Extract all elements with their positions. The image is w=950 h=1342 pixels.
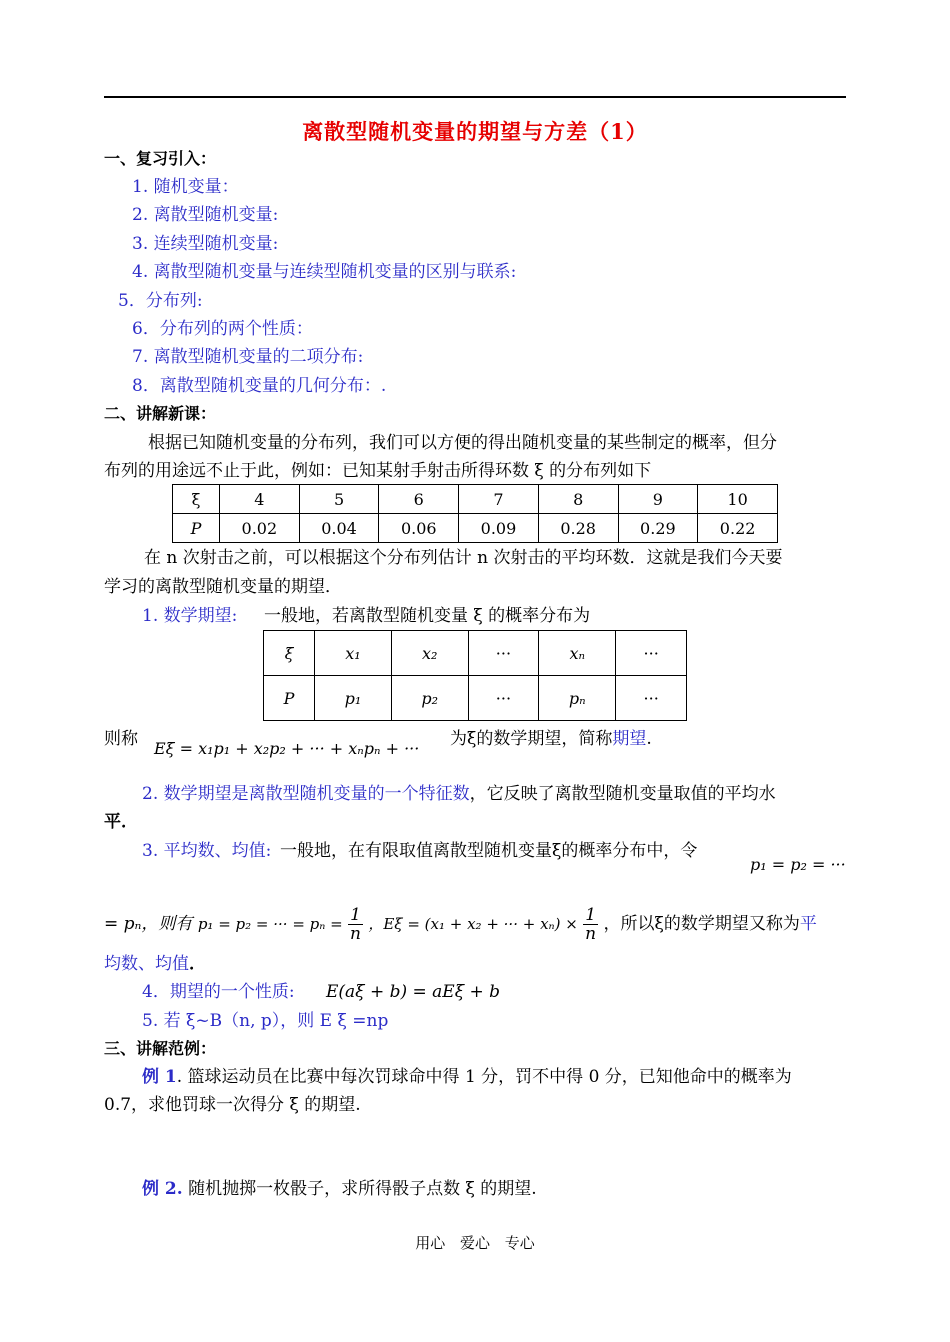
review-item-8: 8．离散型随机变量的几何分布：. bbox=[132, 376, 387, 396]
table-cell: 0.02 bbox=[220, 514, 300, 543]
para1-line1: 根据已知随机变量的分布列，我们可以方便的得出随机变量的某些制定的概率，但分 bbox=[148, 433, 777, 453]
table-cell: ··· bbox=[616, 631, 687, 676]
section2-heading: 二、讲解新课： bbox=[104, 404, 217, 423]
review-item-2: 2. 离散型随机变量: bbox=[132, 205, 279, 225]
review-item-5: 5．分布列: bbox=[118, 291, 203, 311]
example1-line1: 例 1. 篮球运动员在比赛中每次罚球命中得 1 分，罚不中得 0 分，已知他命中的概率为 bbox=[142, 1067, 792, 1087]
table-cell: ··· bbox=[468, 676, 539, 721]
table-cell: 4 bbox=[220, 485, 300, 514]
table-cell: p₂ bbox=[391, 676, 468, 721]
table-row bbox=[264, 676, 687, 721]
point2-line2: 平． bbox=[104, 812, 138, 832]
table-cell: 7 bbox=[459, 485, 539, 514]
table-cell: 0.22 bbox=[698, 514, 778, 543]
expectation-formula: Eξ = x₁p₁ + x₂p₂ + ··· + xₙpₙ + ··· bbox=[154, 739, 420, 758]
para2-line1: 在 n 次射击之前，可以根据这个分布列估计 n 次射击的平均环数．这就是我们今天要 bbox=[144, 548, 783, 568]
point3-line3: 均数、均值． bbox=[104, 954, 206, 974]
table-cell: p₁ bbox=[315, 676, 392, 721]
as-text: 为ξ的数学期望，简称期望. bbox=[450, 729, 652, 749]
page-footer: 用心 爱心 专心 bbox=[415, 1234, 535, 1252]
table-cell: 0.28 bbox=[538, 514, 618, 543]
point3-text: 一般地，在有限取值离散型随机变量ξ的概率分布中，令 bbox=[280, 841, 698, 861]
review-item-6: 6．分布列的两个性质： bbox=[132, 319, 313, 339]
general-distribution-table bbox=[263, 630, 687, 721]
point2-line1: 2. 数学期望是离散型随机变量的一个特征数，它反映了离散型随机变量取值的平均水 bbox=[142, 784, 776, 804]
point5: 5. 若 ξ~B（n, p），则 E ξ =np bbox=[142, 1011, 389, 1031]
point4-formula: E(aξ + b) = aEξ + b bbox=[326, 982, 501, 1002]
table-cell: 0.06 bbox=[379, 514, 459, 543]
table-cell: x₁ bbox=[315, 631, 392, 676]
point3-line2: = pₙ，则有 p₁ = p₂ = ··· = pₙ = $\frac{1}{n}$ ，Eξ = (x₁ + x₂ + ··· + xₙ) × $\frac{1}{n}$ ，所以ξ的数学期望又称为平 bbox=[104, 905, 817, 944]
review-item-7: 7. 离散型随机变量的二项分布: bbox=[132, 347, 364, 367]
table-cell: 0.29 bbox=[618, 514, 698, 543]
table-cell: ··· bbox=[616, 676, 687, 721]
feature-number-term: 特征数 bbox=[418, 784, 470, 804]
example2-label: 例 2. bbox=[142, 1179, 183, 1199]
table-cell: pₙ bbox=[539, 676, 616, 721]
point3-label: 3. 平均数、均值: bbox=[142, 841, 272, 861]
review-item-3: 3. 连续型随机变量: bbox=[132, 234, 279, 254]
fraction-one-over-n: $\frac{1}{n}$ bbox=[585, 905, 597, 944]
table-cell: 0.09 bbox=[459, 514, 539, 543]
table-cell: ··· bbox=[468, 631, 539, 676]
page-title: 离散型随机变量的期望与方差（1） bbox=[302, 119, 648, 144]
table-cell: 5 bbox=[299, 485, 379, 514]
table-cell: P bbox=[173, 514, 220, 543]
section1-heading: 一、复习引入： bbox=[104, 149, 217, 168]
def1-label: 1. 数学期望: bbox=[142, 606, 238, 626]
point3-formula-tail: p₁ = p₂ = ··· bbox=[750, 855, 846, 874]
table-row bbox=[264, 631, 687, 676]
table-cell: 10 bbox=[698, 485, 778, 514]
table-cell: 8 bbox=[538, 485, 618, 514]
table-cell: ξ bbox=[264, 631, 315, 676]
example1-label: 例 1 bbox=[142, 1067, 177, 1087]
example2: 例 2. 随机抛掷一枚骰子，求所得骰子点数 ξ 的期望. bbox=[142, 1179, 537, 1199]
para1-line2: 布列的用途远不止于此，例如：已知某射手射击所得环数 ξ 的分布列如下 bbox=[104, 461, 652, 481]
table-cell: ξ bbox=[173, 485, 220, 514]
table-cell: 6 bbox=[379, 485, 459, 514]
shooting-distribution-table bbox=[172, 484, 778, 543]
expectation-term: 期望 bbox=[612, 729, 647, 749]
review-item-4: 4. 离散型随机变量与连续型随机变量的区别与联系: bbox=[132, 262, 517, 282]
para2-line2: 学习的离散型随机变量的期望． bbox=[104, 577, 342, 597]
table-cell: P bbox=[264, 676, 315, 721]
table-cell: 9 bbox=[618, 485, 698, 514]
point4-label: 4．期望的一个性质: bbox=[142, 982, 295, 1002]
table-cell: x₂ bbox=[391, 631, 468, 676]
def1-text: 一般地，若离散型随机变量 ξ 的概率分布为 bbox=[264, 606, 591, 626]
example1-line2: 0.7，求他罚球一次得分 ξ 的期望. bbox=[104, 1095, 361, 1115]
section3-heading: 三、讲解范例： bbox=[104, 1039, 217, 1058]
table-row bbox=[173, 485, 778, 514]
table-cell: 0.04 bbox=[299, 514, 379, 543]
then-call-text: 则称 bbox=[104, 729, 138, 749]
table-cell: xₙ bbox=[539, 631, 616, 676]
fraction-one-over-n: $\frac{1}{n}$ bbox=[350, 905, 361, 944]
review-item-1: 1. 随机变量： bbox=[132, 177, 239, 197]
table-row bbox=[173, 514, 778, 543]
header-rule bbox=[104, 96, 846, 98]
